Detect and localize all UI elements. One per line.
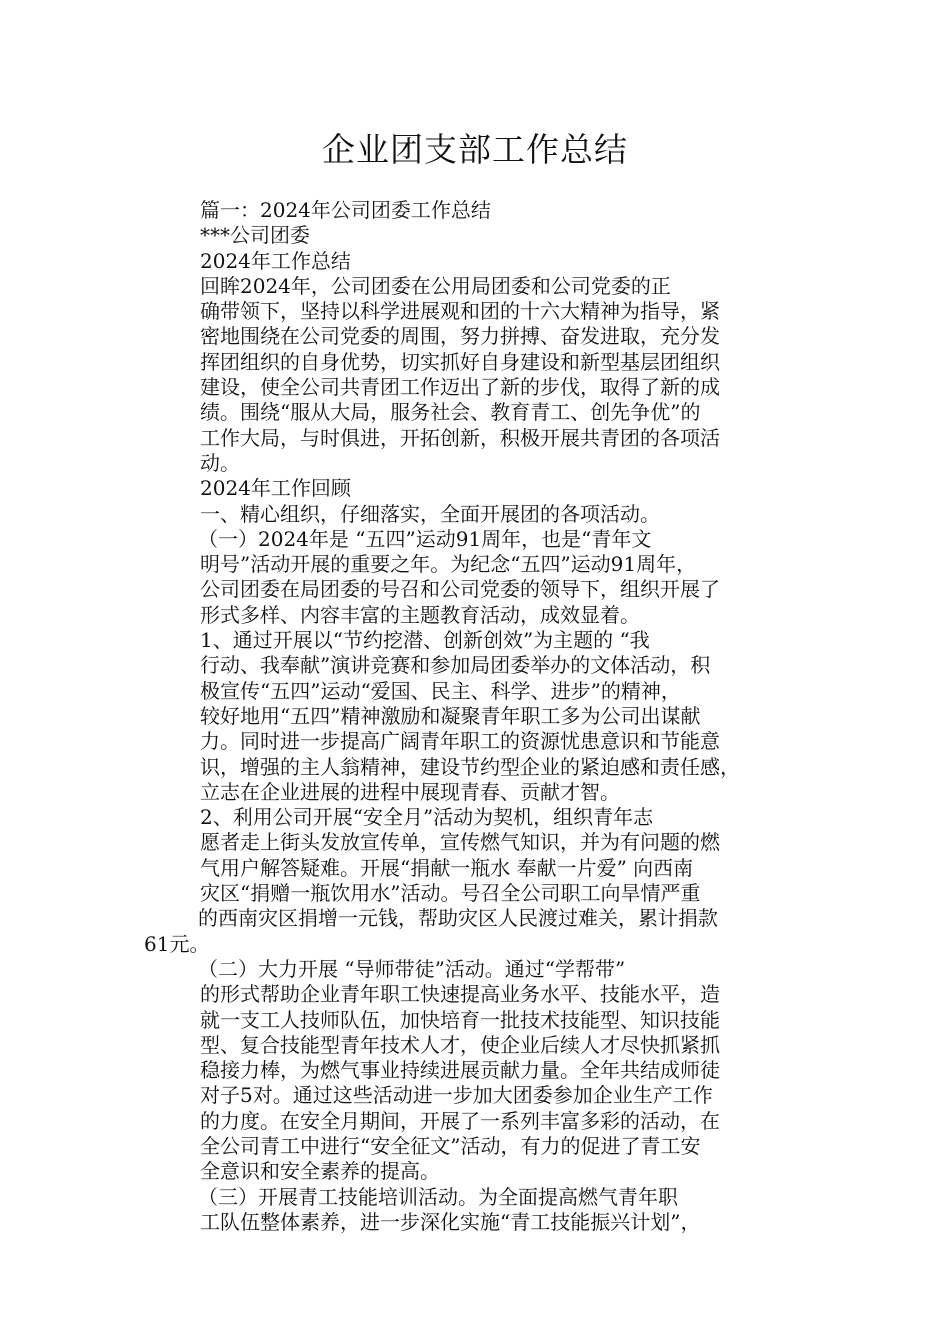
- text-line: 的西南灾区捐增一元钱，帮助灾区人民渡过难关，累计捐款: [198, 906, 718, 931]
- text-line: 确带领下，坚持以科学进展观和团的十六大精神为指导，紧: [200, 299, 720, 324]
- text-line: 工队伍整体素养，进一步深化实施“青工技能振兴计划”，: [200, 1209, 701, 1234]
- text-line: ***公司团委: [200, 223, 310, 248]
- text-line: 工作大局，与时俱进，开拓创新，积极开展共青团的各项活: [200, 425, 720, 450]
- text-line: 2、利用公司开展“安全月”活动为契机，组织青年志: [200, 805, 654, 830]
- text-line: 的形式帮助企业青年职工快速提高业务水平、技能水平，造: [200, 982, 720, 1007]
- text-line: 回眸2024年，公司团委在公用局团委和公司党委的正: [200, 273, 671, 298]
- text-line: 稳接力棒，为燃气事业持续进展贡献力量。全年共结成师徒: [200, 1058, 720, 1083]
- text-line: 全意识和安全素养的提高。: [200, 1159, 440, 1184]
- text-line: 识，增强的主人翁精神，建设节约型企业的紧迫感和责任感，: [200, 754, 740, 779]
- document-body: [0, 198, 950, 1235]
- text-line: 一、精心组织，仔细落实，全面开展团的各项活动。: [200, 501, 660, 526]
- text-line: 行动、我奉献”演讲竞赛和参加局团委举办的文体活动，积: [200, 653, 711, 678]
- text-line: 气用户解答疑难。开展“捐献一瓶水 奉献一片爱” 向西南: [200, 855, 694, 880]
- text-line: 的力度。在安全月期间，开展了一系列丰富多彩的活动，在: [200, 1108, 720, 1133]
- text-line: 极宣传“五四”运动“爱国、民主、科学、进步”的精神，: [200, 678, 681, 703]
- text-line: 绩。围绕“服从大局，服务社会、教育青工、创先争优”的: [200, 400, 701, 425]
- text-line: 灾区“捐赠一瓶饮用水”活动。号召全公司职工向旱情严重: [200, 881, 701, 906]
- text-line: （一）2024年是 “五四”运动91周年，也是“青年文: [198, 526, 652, 551]
- text-line: 动。: [200, 450, 240, 475]
- text-line: 就一支工人技师队伍，加快培育一批技术技能型、知识技能: [200, 1007, 720, 1032]
- text-line: 较好地用“五四”精神激励和凝聚青年职工多为公司出谋献: [200, 703, 701, 728]
- text-line: 61元。: [144, 931, 210, 956]
- text-line: 1、通过开展以“节约挖潜、创新创效”为主题的 “我: [200, 628, 650, 653]
- text-line: 力。同时进一步提高广阔青年职工的资源忧患意识和节能意: [200, 729, 720, 754]
- text-line: 立志在企业进展的进程中展现青春、贡献才智。: [200, 779, 620, 804]
- text-line: 形式多样、内容丰富的主题教育活动，成效显着。: [200, 602, 640, 627]
- text-line: （三）开展青工技能培训活动。为全面提高燃气青年职: [198, 1184, 678, 1209]
- text-line: 全公司青工中进行“安全征文”活动，有力的促进了青工安: [200, 1133, 701, 1158]
- document-title: 企业团支部工作总结: [322, 130, 628, 169]
- text-line: 篇一：2024年公司团委工作总结: [200, 198, 491, 222]
- text-line: 2024年工作回顾: [200, 476, 351, 501]
- text-line: 公司团委在局团委的号召和公司党委的领导下，组织开展了: [200, 577, 720, 602]
- text-line: 密地围绕在公司党委的周围，努力拼搏、奋发进取，充分发: [200, 324, 720, 349]
- text-line: 对子5对。通过这些活动进一步加大团委参加企业生产工作: [200, 1083, 713, 1108]
- text-line: 明号”活动开展的重要之年。为纪念“五四”运动91周年，: [200, 552, 697, 577]
- text-line: 建设，使全公司共青团工作迈出了新的步伐，取得了新的成: [200, 375, 720, 400]
- text-line: 型、复合技能型青年技术人才，使企业后续人才尽快抓紧抓: [200, 1032, 720, 1057]
- text-line: 挥团组织的自身优势，切实抓好自身建设和新型基层团组织: [200, 349, 720, 374]
- text-line: 2024年工作总结: [200, 248, 351, 273]
- text-line: （二）大力开展 “导师带徒”活动。通过“学帮带”: [198, 956, 626, 981]
- text-line: 愿者走上街头发放宣传单，宣传燃气知识，并为有问题的燃: [200, 830, 720, 855]
